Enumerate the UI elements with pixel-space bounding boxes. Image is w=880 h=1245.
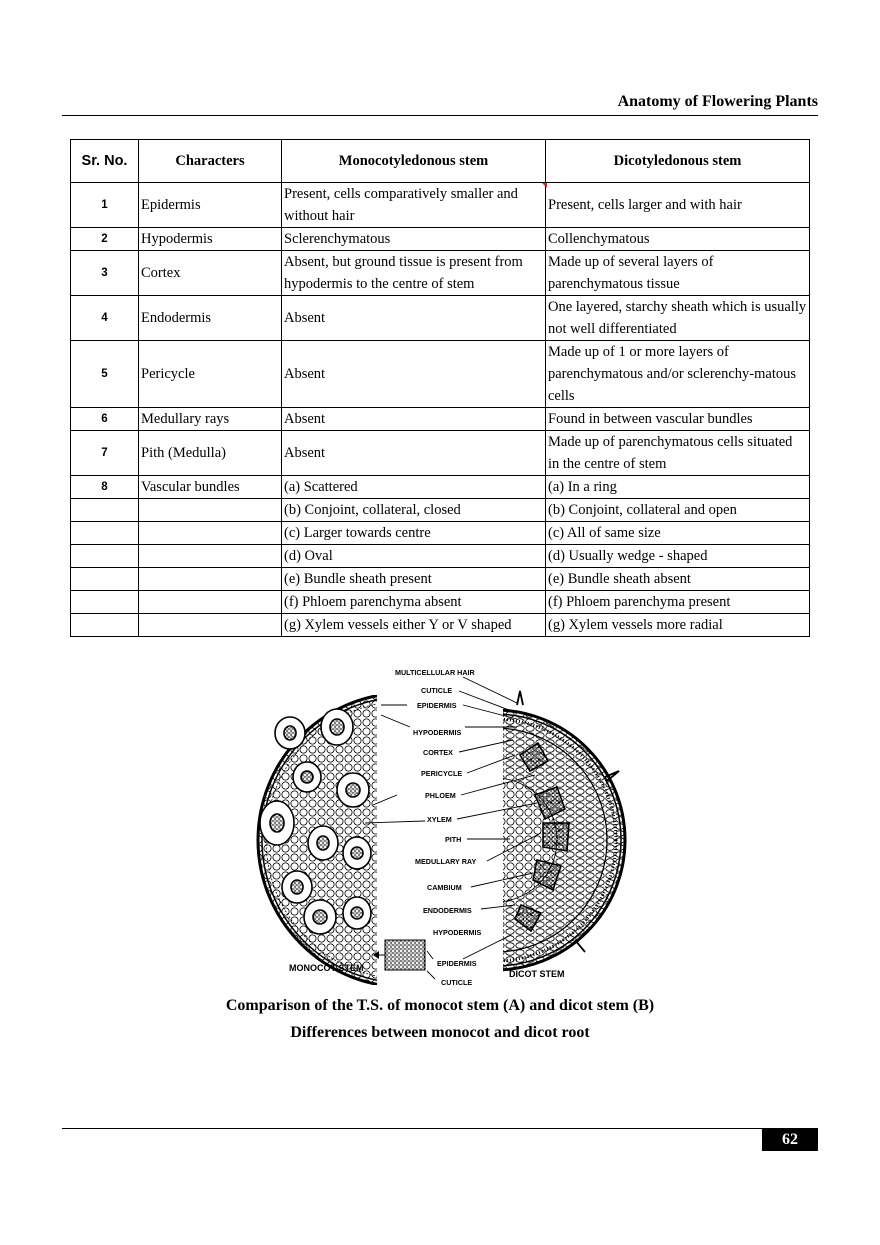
page-number: 62 <box>762 1128 818 1151</box>
row-dicot: (f) Phloem parenchyma present <box>546 591 810 614</box>
row-monocot: (c) Larger towards centre <box>282 522 546 545</box>
label-phloem: PHLOEM <box>425 791 456 800</box>
row-monocot: Absent, but ground tissue is present from hypodermis to the centre of stem <box>282 251 546 296</box>
row-monocot: Sclerenchymatous <box>282 228 546 251</box>
row-character <box>139 499 282 522</box>
header-rule <box>62 115 818 116</box>
table-row <box>71 476 810 499</box>
col-header-dicot: Dicotyledonous stem <box>546 140 810 183</box>
label-cuticle: CUTICLE <box>421 686 453 695</box>
label-cambium: CAMBIUM <box>427 883 462 892</box>
row-monocot: Absent <box>282 341 546 408</box>
row-dicot: Made up of several layers of parenchymatous tissue <box>546 251 810 296</box>
annotation-mark <box>542 183 547 188</box>
table-row <box>71 341 810 408</box>
table-row <box>71 431 810 476</box>
figure-caption: Comparison of the T.S. of monocot stem (A) and dicot stem (B) <box>225 997 655 1014</box>
table-row <box>71 251 810 296</box>
stem-comparison-figure <box>245 655 665 990</box>
row-monocot: Absent <box>282 296 546 341</box>
row-sr-no <box>71 614 139 637</box>
row-sr-no: 5 <box>71 341 139 408</box>
row-dicot: (b) Conjoint, collateral and open <box>546 499 810 522</box>
row-dicot: (g) Xylem vessels more radial <box>546 614 810 637</box>
row-monocot: (a) Scattered <box>282 476 546 499</box>
row-character: Pith (Medulla) <box>139 431 282 476</box>
table-body <box>71 183 810 637</box>
row-dicot: (a) In a ring <box>546 476 810 499</box>
row-sr-no <box>71 568 139 591</box>
row-sr-no: 2 <box>71 228 139 251</box>
row-sr-no: 1 <box>71 183 139 228</box>
row-character <box>139 568 282 591</box>
row-monocot: (d) Oval <box>282 545 546 568</box>
label-cortex: CORTEX <box>423 748 453 757</box>
label-endodermis: ENDODERMIS <box>423 906 472 915</box>
label-xylem: XYLEM <box>427 815 452 824</box>
row-character <box>139 591 282 614</box>
row-dicot: (e) Bundle sheath absent <box>546 568 810 591</box>
row-dicot: (c) All of same size <box>546 522 810 545</box>
table-row <box>71 408 810 431</box>
col-header-sr-no: Sr. No. <box>71 140 139 183</box>
row-dicot: Made up of 1 or more layers of parenchymatous and/or sclerenchy-matous cells <box>546 341 810 408</box>
table-row <box>71 228 810 251</box>
row-monocot: (b) Conjoint, collateral, closed <box>282 499 546 522</box>
row-character: Medullary rays <box>139 408 282 431</box>
col-header-monocot: Monocotyledonous stem <box>282 140 546 183</box>
row-character: Epidermis <box>139 183 282 228</box>
table-row <box>71 568 810 591</box>
row-sr-no: 7 <box>71 431 139 476</box>
row-monocot: Absent <box>282 431 546 476</box>
col-header-characters: Characters <box>139 140 282 183</box>
table-row <box>71 545 810 568</box>
row-monocot: (g) Xylem vessels either Y or V shaped <box>282 614 546 637</box>
row-dicot: Made up of parenchymatous cells situated in the centre of stem <box>546 431 810 476</box>
row-character <box>139 522 282 545</box>
label-medullary-ray: MEDULLARY RAY <box>415 857 477 866</box>
row-sr-no <box>71 499 139 522</box>
label-hypodermis: HYPODERMIS <box>413 728 462 737</box>
row-sr-no: 8 <box>71 476 139 499</box>
dicot-half <box>365 691 625 970</box>
row-sr-no: 4 <box>71 296 139 341</box>
row-dicot: Collenchymatous <box>546 228 810 251</box>
label-pericycle: PERICYCLE <box>421 769 463 778</box>
table-row <box>71 591 810 614</box>
table-header-row <box>71 140 810 183</box>
table-row <box>71 499 810 522</box>
row-sr-no <box>71 522 139 545</box>
table-row <box>71 296 810 341</box>
row-dicot: One layered, starchy sheath which is usually not well differentiated <box>546 296 810 341</box>
label-pith: PITH <box>445 835 462 844</box>
label-multicellular-hair: MULTICELLULAR HAIR <box>395 668 475 677</box>
figure-labels <box>395 668 482 987</box>
row-character: Cortex <box>139 251 282 296</box>
stem-cross-section-diagram <box>245 655 665 990</box>
row-character: Hypodermis <box>139 228 282 251</box>
label-hypodermis-lower: HYPODERMIS <box>433 928 482 937</box>
label-epidermis: EPIDERMIS <box>417 701 457 710</box>
row-monocot: Present, cells comparatively smaller and without hair <box>282 183 546 228</box>
footer-rule <box>62 1128 818 1129</box>
row-monocot: (f) Phloem parenchyma absent <box>282 591 546 614</box>
row-sr-no: 6 <box>71 408 139 431</box>
row-character: Vascular bundles <box>139 476 282 499</box>
row-sr-no <box>71 545 139 568</box>
table-row <box>71 614 810 637</box>
row-character: Endodermis <box>139 296 282 341</box>
row-character: Pericycle <box>139 341 282 408</box>
label-dicot-stem: DICOT STEM <box>509 969 565 979</box>
running-header: Anatomy of Flowering Plants <box>617 93 818 110</box>
row-character <box>139 614 282 637</box>
row-monocot: (e) Bundle sheath present <box>282 568 546 591</box>
row-monocot: Absent <box>282 408 546 431</box>
table-row <box>71 183 810 228</box>
row-sr-no: 3 <box>71 251 139 296</box>
label-epidermis-lower: EPIDERMIS <box>437 959 477 968</box>
row-sr-no <box>71 591 139 614</box>
table-row <box>71 522 810 545</box>
comparison-table <box>70 139 810 637</box>
label-cuticle-lower: CUTICLE <box>441 978 473 987</box>
row-dicot: Present, cells larger and with hair <box>546 183 810 228</box>
section-heading: Differences between monocot and dicot root <box>290 1024 590 1041</box>
row-character <box>139 545 282 568</box>
row-dicot: Found in between vascular bundles <box>546 408 810 431</box>
row-dicot: (d) Usually wedge - shaped <box>546 545 810 568</box>
label-monocot-stem: MONOCOT STEM <box>289 963 364 973</box>
